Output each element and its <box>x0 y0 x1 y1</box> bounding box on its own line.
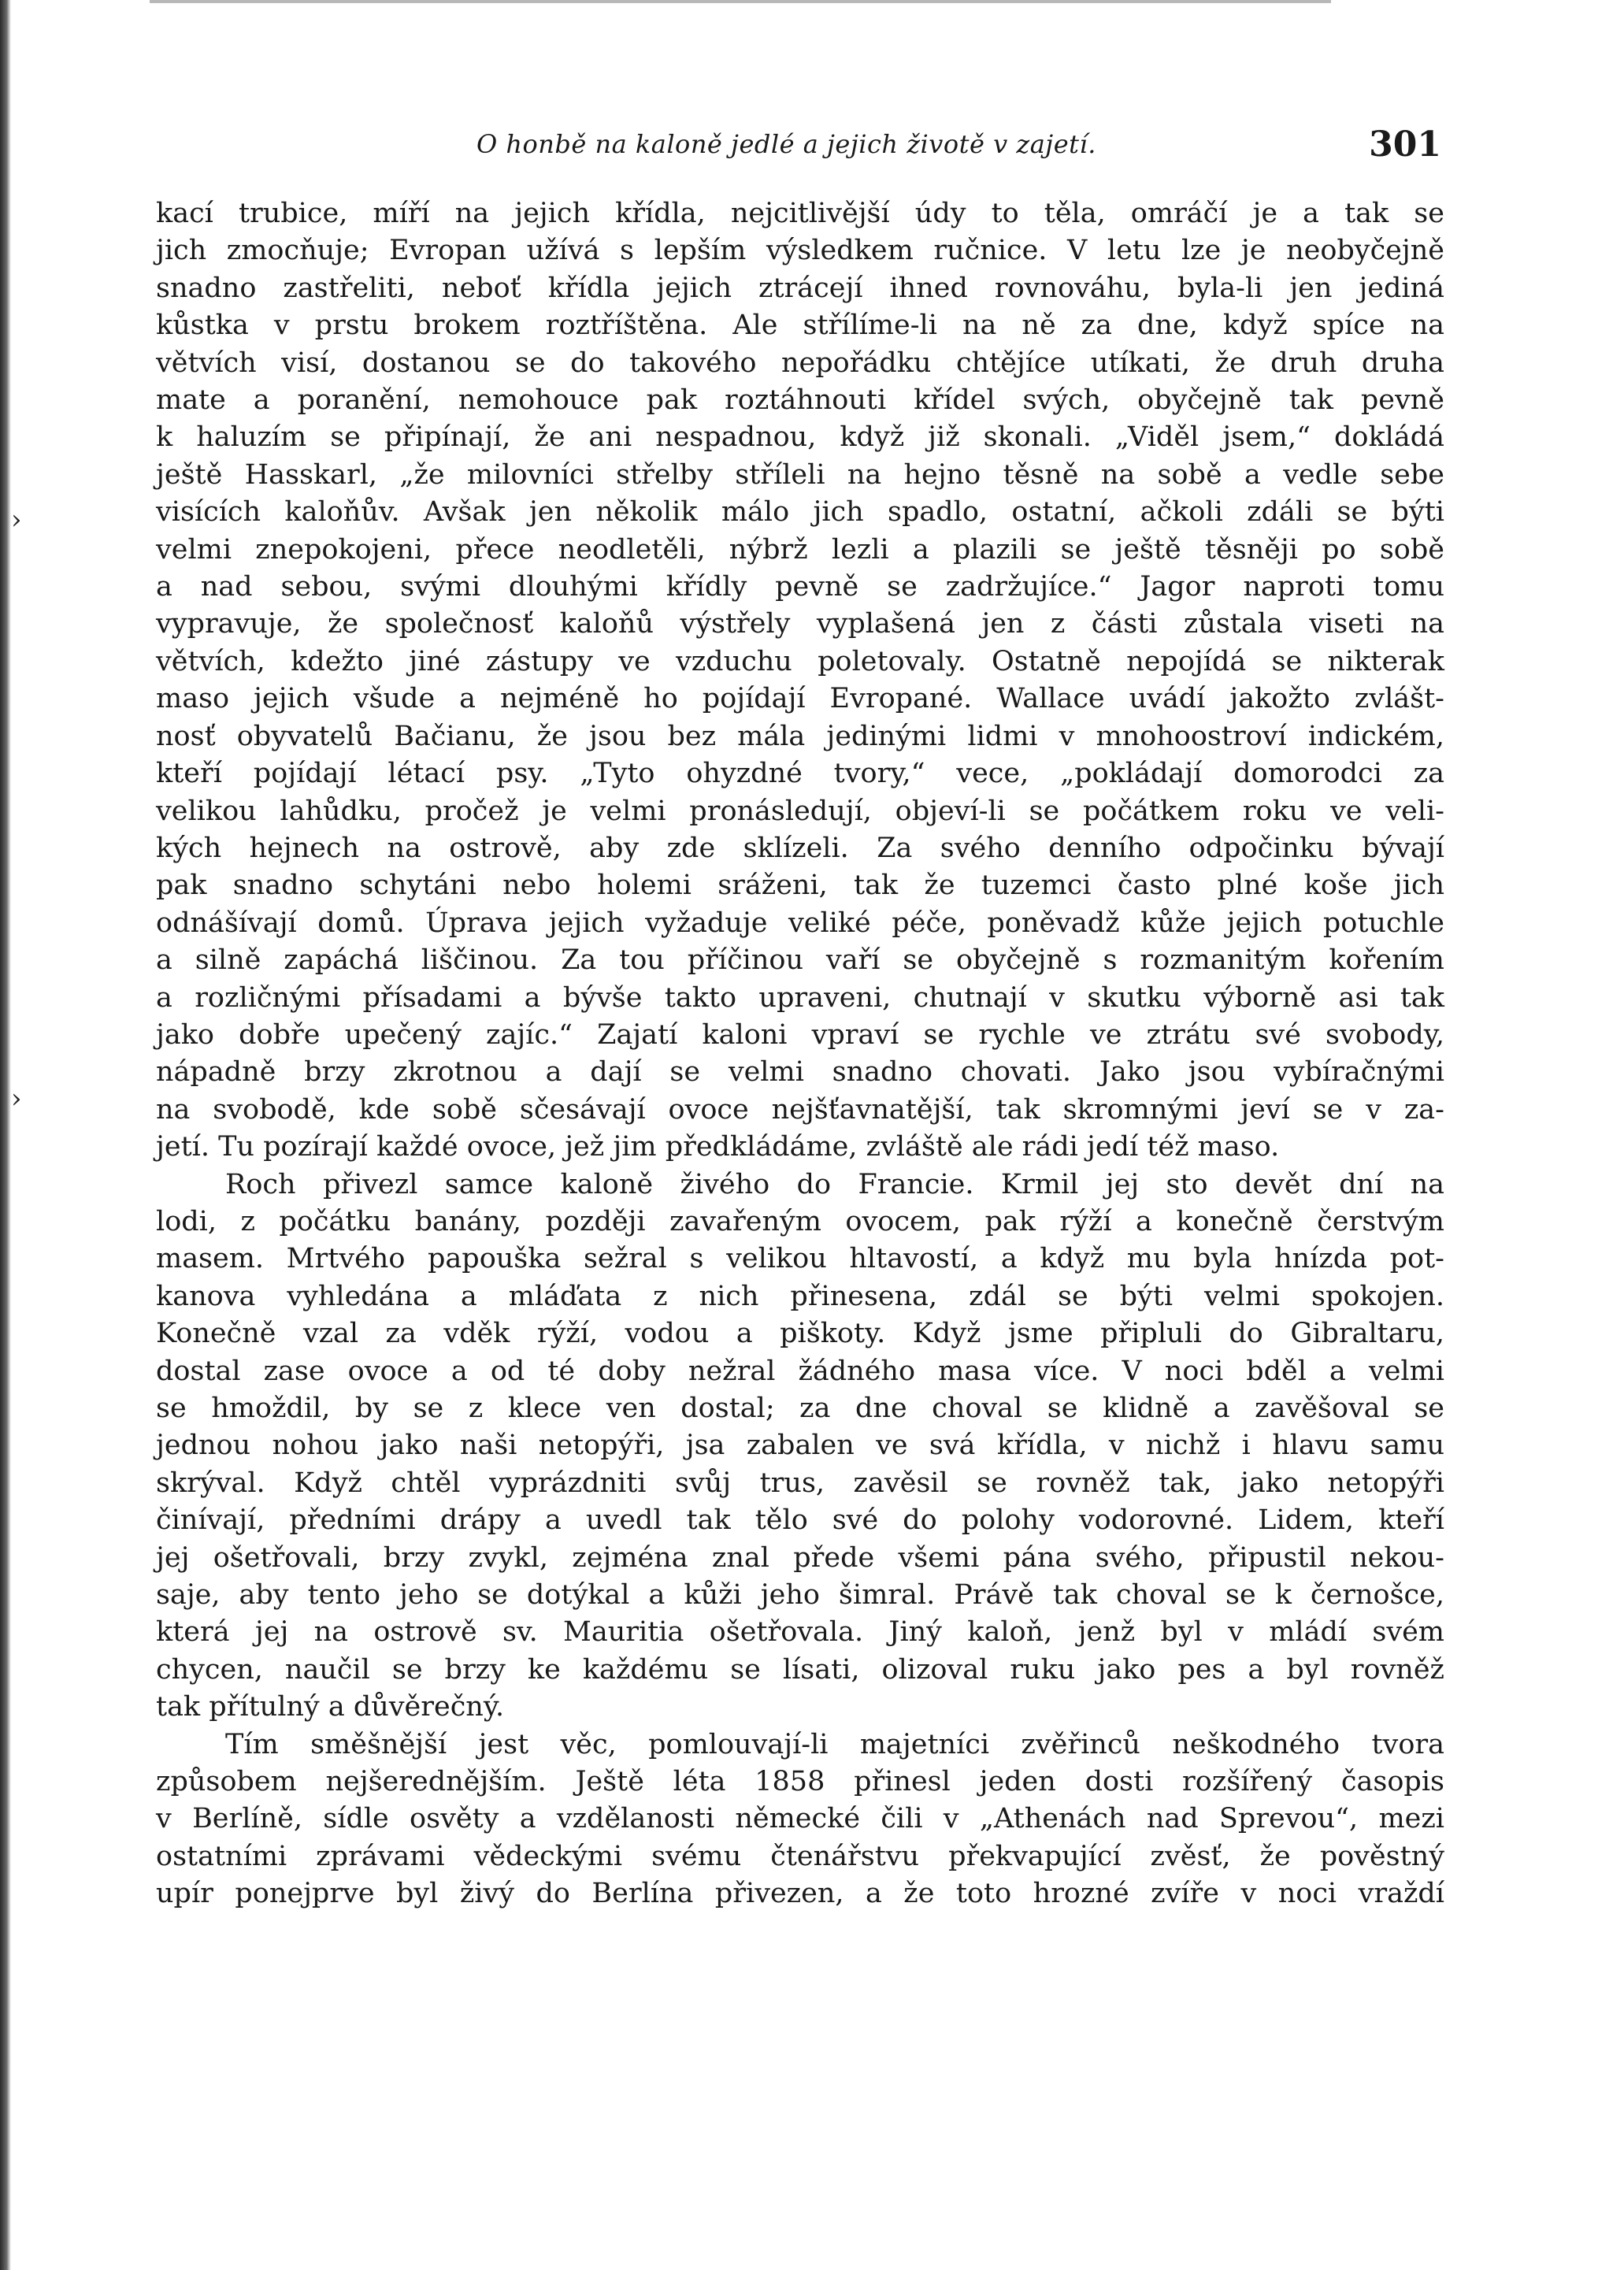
text-line: se hmoždil, by se z klece ven dostal; za dne choval se klidně a zavěšoval se <box>156 1393 1444 1424</box>
margin-mark: › <box>11 504 22 536</box>
text-line: Konečně vzal za vděk rýží, vodou a piškoty. Když jsme připluli do Gibraltaru, <box>156 1318 1444 1350</box>
text-line: ještě Hasskarl, „že milovníci střelby stříleli na hejno těsně na sobě a vedle sebe <box>156 458 1444 491</box>
text-line: jako dobře upečený zajíc.“ Zajatí kaloni vpraví se rychle ve ztrátu své svobody, <box>156 1018 1444 1051</box>
text-line: činívají, předními drápy a uvedl tak tělo své do polohy vodorovné. Lidem, kteří <box>156 1504 1444 1537</box>
text-line: skrýval. Když chtěl vyprázdniti svůj trus, zavěsil se rovněž tak, jako netopýři <box>156 1467 1444 1499</box>
text-line: k haluzím se připínají, že ani nespadnou, když již skonali. „Viděl jsem,“ dokládá <box>156 421 1444 454</box>
text-line: dostal zase ovoce a od té doby nežral žádného masa více. V noci bděl a velmi <box>156 1355 1444 1387</box>
text-line: visících kaloňův. Avšak jen několik málo jich spadlo, ostatní, ačkoli zdáli se býti <box>156 496 1444 529</box>
text-line: a silně zapáchá liščinou. Za tou příčinou vaří se obyčejně s rozmanitým kořením <box>156 944 1444 977</box>
text-line: velmi znepokojeni, přece neodletěli, nýbrž lezli a plazili se ještě těsněji po sobě <box>156 533 1444 566</box>
text-line: velikou lahůdku, pročež je velmi pronásledují, objeví-li se počátkem roku ve veli- <box>156 795 1444 827</box>
text-line: saje, aby tento jeho se dotýkal a kůži jeho šimral. Právě tak choval se k černošce, <box>156 1579 1444 1612</box>
text-line: a nad sebou, svými dlouhými křídly pevně se zadržujíce.“ Jagor naproti tomu <box>156 571 1444 603</box>
text-line: jednou nohou jako naši netopýři, jsa zabalen ve svá křídla, v nichž i hlavu samu <box>156 1430 1444 1462</box>
text-line: větvích visí, dostanou se do takového nepořádku chtějíce utíkati, že druh druha <box>156 347 1444 379</box>
text-line: kých hejnech na ostrově, aby zde sklízeli. Za svého denního odpočinku bývají <box>156 832 1444 864</box>
page-binding-edge <box>0 0 11 2270</box>
text-line: Tím směšnější jest věc, pomlouvají-li majetníci zvěřinců neškodného tvora <box>225 1728 1444 1760</box>
text-line: odnášívají domů. Úprava jejich vyžaduje veliké péče, poněvadž kůže jejich potuchle <box>156 907 1444 939</box>
text-line: tak přítulný a důvěrečný. <box>156 1691 505 1723</box>
text-line: kací trubice, míří na jejich křídla, nejcitlivější údy to těla, omráčí je a tak se <box>156 198 1444 229</box>
text-line: jich zmocňuje; Evropan užívá s lepším výsledkem ručnice. V letu lze je neobyčejně <box>156 235 1444 267</box>
paragraph-3 <box>156 1727 1444 1913</box>
text-line: a rozličnými přísadami a bývše takto upraveni, chutnají v skutku výborně asi tak <box>156 981 1444 1014</box>
text-line: upír ponejprve byl živý do Berlína přivezen, a že toto hrozné zvíře v noci vraždí <box>156 1878 1444 1910</box>
running-title: O honbě na kaloně jedlé a jejich životě v zajetí. <box>476 129 1096 159</box>
text-line: na svobodě, kde sobě sčesávají ovoce nejšťavnatější, tak skromnými jeví se v za- <box>156 1093 1444 1126</box>
text-line: nápadně brzy zkrotnou a dají se velmi snadno chovati. Jako jsou vybíračnými <box>156 1056 1444 1089</box>
text-line: vypravuje, že společnosť kaloňů výstřely vyplašená jen z části zůstala viseti na <box>156 608 1444 640</box>
text-line: kteří pojídají létací psy. „Tyto ohyzdné tvory,“ vece, „pokládají domorodci za <box>156 758 1444 790</box>
text-line: maso jejich všude a nejméně ho pojídají Evropané. Wallace uvádí jakožto zvlášt- <box>156 683 1444 715</box>
text-line: kanova vyhledána a mláďata z nich přinesena, zdál se býti velmi spokojen. <box>156 1280 1444 1312</box>
text-line: snadno zastřeliti, neboť křídla jejich ztrácejí ihned rovnováhu, byla-li jen jediná <box>156 272 1444 304</box>
text-line: jetí. Tu pozírají každé ovoce, jež jim předkládáme, zvláště ale rádi jedí též maso. <box>156 1131 1280 1163</box>
text-line: která jej na ostrově sv. Mauritia ošetřovala. Jiný kaloň, jenž byl v mládí svém <box>156 1616 1444 1649</box>
paragraph-1 <box>156 195 1444 1167</box>
text-line: mate a poranění, nemohouce pak roztáhnouti křídel svých, obyčejně tak pevně <box>156 384 1444 417</box>
text-line: nosť obyvatelů Bačianu, že jsou bez mála jedinými lidmi v mnohoostroví indickém, <box>156 720 1444 752</box>
text-line: kůstka v prstu brokem roztříštěna. Ale střílíme-li na ně za dne, když spíce na <box>156 310 1444 342</box>
text-line: v Berlíně, sídle osvěty a vzdělanosti německé čili v „Athenách nad Sprevou“, mezi <box>156 1803 1444 1835</box>
text-line: způsobem nejšerednějším. Ještě léta 1858 přinesl jeden dosti rozšířený časopis <box>156 1766 1444 1798</box>
body-text <box>156 195 1444 1913</box>
running-head <box>158 124 1441 172</box>
page-number: 301 <box>1369 124 1441 165</box>
text-line: pak snadno schytáni nebo holemi sráženi, tak že tuzemci často plné koše jich <box>156 870 1444 902</box>
margin-mark: › <box>11 1083 22 1115</box>
text-line: větvích, kdežto jiné zástupy ve vzduchu poletovaly. Ostatně nepojídá se nikterak <box>156 645 1444 677</box>
text-line: Roch přivezl samce kaloně živého do Francie. Krmil jej sto devět dní na <box>225 1168 1444 1200</box>
text-line: ostatními zprávami vědeckými svému čtenářstvu překvapující zvěsť, že pověstný <box>156 1840 1444 1872</box>
paragraph-2 <box>156 1167 1444 1727</box>
text-line: chycen, naučil se brzy ke každému se lísati, olizoval ruku jako pes a byl rovněž <box>156 1653 1444 1686</box>
page-top-edge <box>150 0 1331 3</box>
text-line: lodi, z počátku banány, později zavařeným ovocem, pak rýží a konečně čerstvým <box>156 1205 1444 1237</box>
text-line: jej ošetřovali, brzy zvykl, zejména znal přede všemi pána svého, připustil nekou- <box>156 1541 1444 1574</box>
text-line: masem. Mrtvého papouška sežral s velikou hltavostí, a když mu byla hnízda pot- <box>156 1243 1444 1275</box>
